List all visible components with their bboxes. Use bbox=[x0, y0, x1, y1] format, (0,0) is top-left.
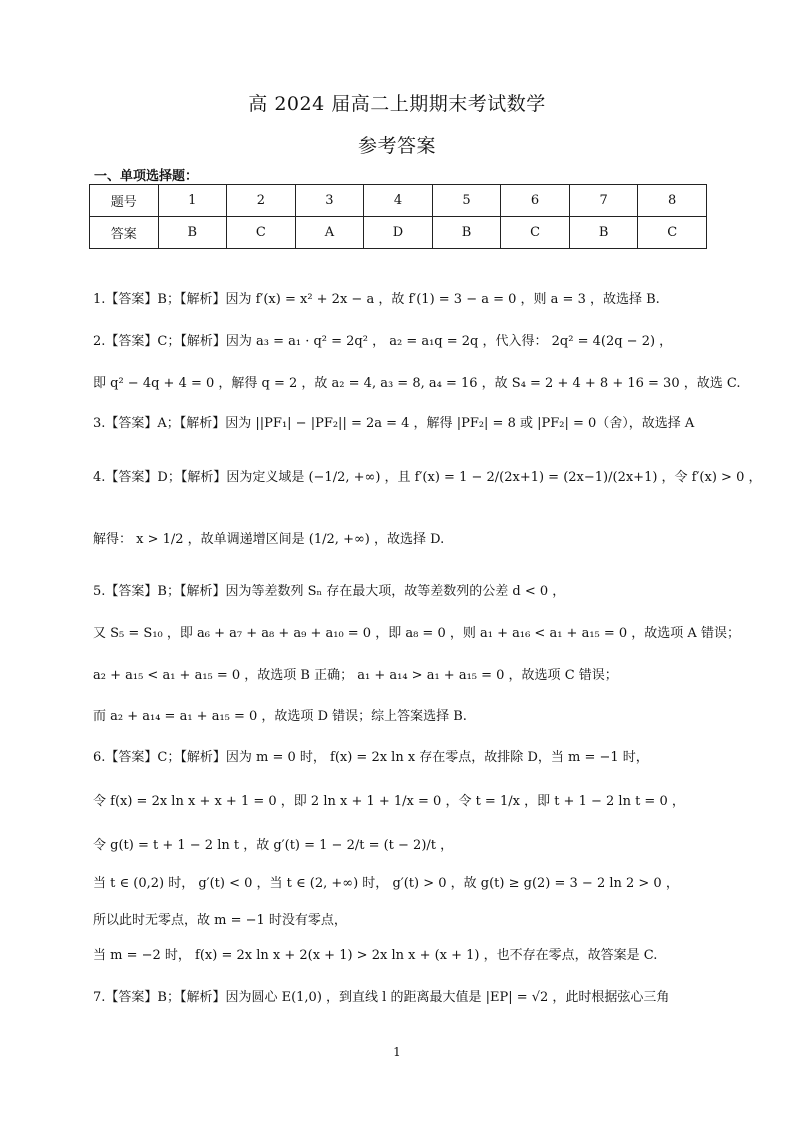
solution-line: 1.【答案】B；【解析】因为 f′(x) = x² + 2x − a ，故 f′(1) = 3 − a = 0 ，则 a = 3 ，故选择 B. bbox=[93, 292, 660, 307]
solution-line: 令 f(x) = 2x ln x + x + 1 = 0 ，即 2 ln x + 1 + 1/x = 0 ，令 t = 1/x ，即 t + 1 − 2 ln t = 0 ， bbox=[93, 794, 685, 809]
solution-line: 令 g(t) = t + 1 − 2 ln t ，故 g′(t) = 1 − 2/t = (t − 2)/t ， bbox=[93, 838, 454, 853]
table-cell: 答案 bbox=[90, 217, 159, 249]
table-cell: 1 bbox=[158, 185, 227, 217]
answer-table bbox=[89, 184, 707, 249]
table-cell: 4 bbox=[364, 185, 433, 217]
table-cell: 2 bbox=[227, 185, 296, 217]
table-cell: 3 bbox=[295, 185, 364, 217]
table-cell: 题号 bbox=[90, 185, 159, 217]
table-cell: A bbox=[295, 217, 364, 249]
solution-line: 即 q² − 4q + 4 = 0 ，解得 q = 2 ，故 a₂ = 4, a₃ = 8, a₄ = 16 ，故 S₄ = 2 + 4 + 8 + 16 = 30 ，故选 C. bbox=[93, 376, 741, 391]
table-cell: 7 bbox=[569, 185, 638, 217]
table-cell: B bbox=[569, 217, 638, 249]
table-cell: 6 bbox=[501, 185, 570, 217]
page-title: 高 2024 届高二上期期末考试数学 bbox=[248, 93, 546, 115]
table-cell: D bbox=[364, 217, 433, 249]
solution-line: 3.【答案】A；【解析】因为 ||PF₁| − |PF₂|| = 2a = 4 ，解得 |PF₂| = 8 或 |PF₂| = 0（舍），故选择 A bbox=[93, 416, 695, 431]
solution-line: 4.【答案】D；【解析】因为定义域是 (−1/2, +∞) ，且 f′(x) = 1 − 2/(2x+1) = (2x−1)/(2x+1) ，令 f′(x) > 0 ， bbox=[93, 470, 762, 485]
table-row bbox=[90, 217, 707, 249]
solution-line: 当 t ∈ (0,2) 时， g′(t) < 0 ，当 t ∈ (2, +∞) 时， g′(t) > 0 ，故 g(t) ≥ g(2) = 3 − 2 ln 2 > 0 ， bbox=[93, 876, 679, 891]
table-cell: B bbox=[432, 217, 501, 249]
table-cell: C bbox=[501, 217, 570, 249]
solution-line: 6.【答案】C；【解析】因为 m = 0 时， f(x) = 2x ln x 存在零点，故排除 D，当 m = −1 时， bbox=[93, 750, 649, 765]
solution-line: 当 m = −2 时， f(x) = 2x ln x + 2(x + 1) > 2x ln x + (x + 1) ，也不存在零点，故答案是 C. bbox=[93, 948, 658, 963]
table-row bbox=[90, 185, 707, 217]
table-cell: C bbox=[227, 217, 296, 249]
solution-line: 7.【答案】B；【解析】因为圆心 E(1,0) ，到直线 l 的距离最大值是 |EP| = √2 ，此时根据弦心三角 bbox=[93, 990, 670, 1005]
table-cell: B bbox=[158, 217, 227, 249]
table-cell: C bbox=[638, 217, 707, 249]
table-cell: 8 bbox=[638, 185, 707, 217]
solution-line: 5.【答案】B；【解析】因为等差数列 Sₙ 存在最大项，故等差数列的公差 d < 0 ， bbox=[93, 584, 566, 599]
page-subtitle: 参考答案 bbox=[357, 135, 436, 157]
section-heading: 一、单项选择题： bbox=[94, 169, 199, 184]
solution-line: 又 S₅ = S₁₀ ，即 a₆ + a₇ + a₈ + a₉ + a₁₀ = 0 ，即 a₈ = 0 ，则 a₁ + a₁₆ < a₁ + a₁₅ = 0 ，故选项 A 错误； bbox=[93, 626, 740, 641]
solution-line: 而 a₂ + a₁₄ = a₁ + a₁₅ = 0 ，故选项 D 错误；综上答案选择 B. bbox=[93, 709, 467, 724]
solution-line: 解得： x > 1/2 ，故单调递增区间是 (1/2, +∞) ，故选择 D. bbox=[93, 532, 445, 547]
page-number: 1 bbox=[393, 1045, 401, 1059]
solution-line: 2.【答案】C；【解析】因为 a₃ = a₁ · q² = 2q² ， a₂ = a₁q = 2q ，代入得： 2q² = 4(2q − 2) ， bbox=[93, 334, 673, 349]
solution-line: a₂ + a₁₅ < a₁ + a₁₅ = 0 ，故选项 B 正确； a₁ + a₁₄ > a₁ + a₁₅ = 0 ，故选项 C 错误； bbox=[93, 668, 618, 683]
solution-line: 所以此时无零点，故 m = −1 时没有零点， bbox=[93, 913, 347, 928]
table-cell: 5 bbox=[432, 185, 501, 217]
